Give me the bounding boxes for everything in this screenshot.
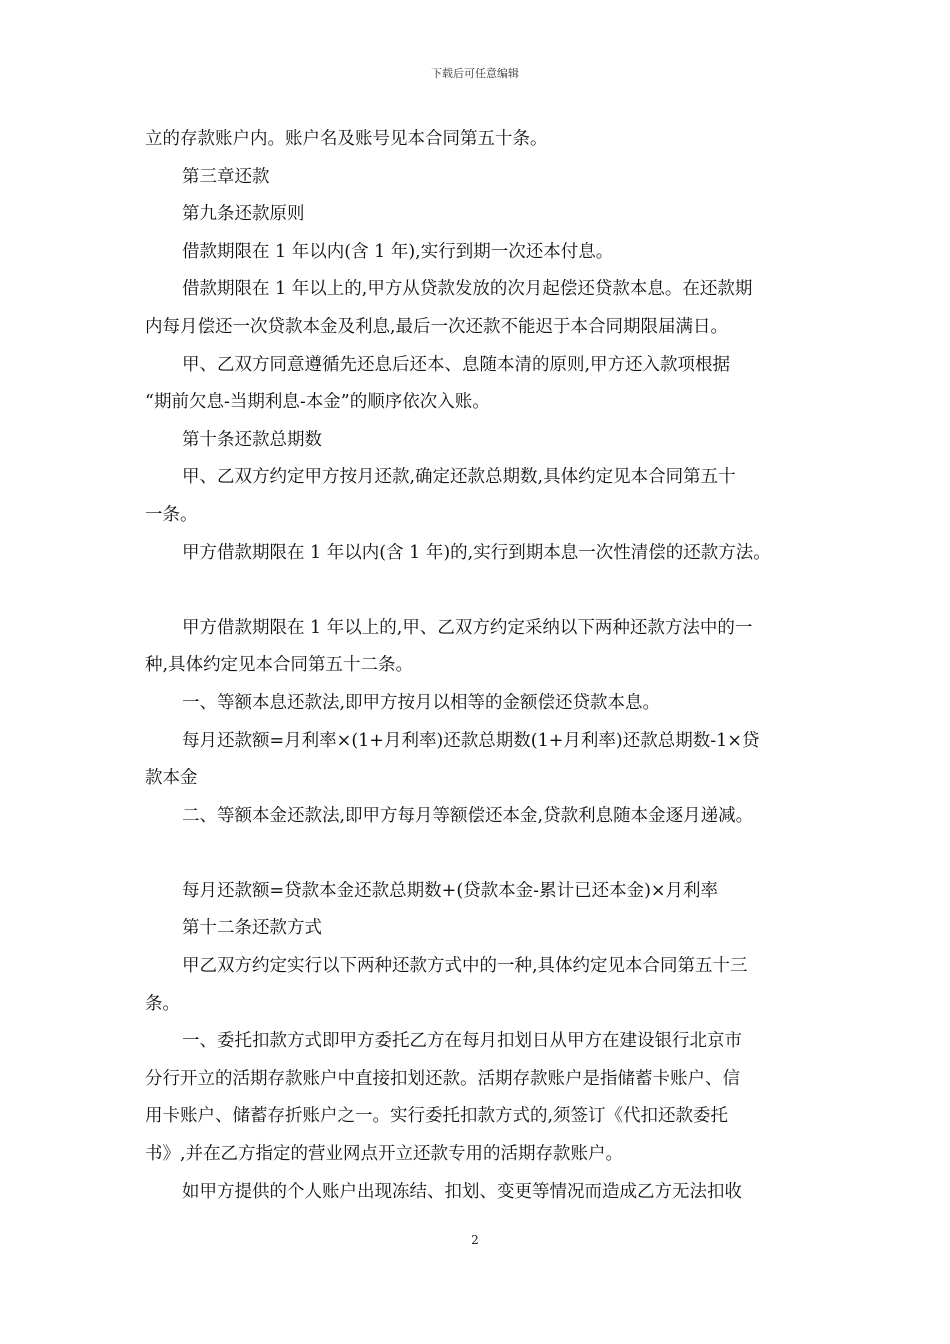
body-line: 一、委托扣款方式即甲方委托乙方在每月扣划日从甲方在建设银行北京市 <box>182 1031 742 1052</box>
chapter-heading: 第三章还款 <box>182 166 270 187</box>
body-line: 条。 <box>145 993 180 1014</box>
formula-line: 每月还款额=贷款本金还款总期数+(贷款本金-累计已还本金)×月利率 <box>182 880 719 901</box>
body-line: 甲方借款期限在 1 年以上的,甲、乙双方约定采纳以下两种还款方法中的一 <box>182 617 753 638</box>
document-body <box>145 121 825 1211</box>
body-line: 借款期限在 1 年以内(含 1 年),实行到期一次还本付息。 <box>182 241 614 262</box>
formula-line: 款本金 <box>145 768 198 789</box>
body-line: 甲、乙双方同意遵循先还息后还本、息随本清的原则,甲方还入款项根据 <box>182 354 731 375</box>
article-heading: 第九条还款原则 <box>182 204 305 225</box>
body-line: 甲方借款期限在 1 年以内(含 1 年)的,实行到期本息一次性清偿的还款方法。 <box>182 542 771 563</box>
body-line: 甲乙双方约定实行以下两种还款方式中的一种,具体约定见本合同第五十三 <box>182 956 748 977</box>
body-line: 立的存款账户内。账户名及账号见本合同第五十条。 <box>145 129 548 149</box>
article-heading: 第十二条还款方式 <box>182 918 322 939</box>
article-heading: 第十条还款总期数 <box>182 429 322 450</box>
body-line: 分行开立的活期存款账户中直接扣划还款。活期存款账户是指储蓄卡账户、信 <box>145 1068 740 1089</box>
body-line: 一、等额本息还款法,即甲方按月以相等的金额偿还贷款本息。 <box>182 692 661 713</box>
page-number: 2 <box>471 1233 479 1247</box>
body-line: 二、等额本金还款法,即甲方每月等额偿还本金,贷款利息随本金逐月递减。 <box>182 805 754 826</box>
body-line: “期前欠息-当期利息-本金”的顺序依次入账。 <box>145 392 490 413</box>
blank-line <box>145 572 825 610</box>
body-line: 借款期限在 1 年以上的,甲方从贷款发放的次月起偿还贷款本息。在还款期 <box>182 279 753 300</box>
body-line: 用卡账户、储蓄存折账户之一。实行委托扣款方式的,须签订《代扣还款委托 <box>145 1106 729 1127</box>
body-line: 种,具体约定见本合同第五十二条。 <box>145 655 414 676</box>
body-line: 甲、乙双方约定甲方按月还款,确定还款总期数,具体约定见本合同第五十 <box>182 467 736 488</box>
blank-line <box>145 835 825 873</box>
body-line: 一条。 <box>145 504 198 525</box>
body-line: 内每月偿还一次贷款本金及利息,最后一次还款不能迟于本合同期限届满日。 <box>145 316 729 337</box>
body-line: 书》,并在乙方指定的营业网点开立还款专用的活期存款账户。 <box>145 1144 624 1165</box>
body-line: 如甲方提供的个人账户出现冻结、扣划、变更等情况而造成乙方无法扣收 <box>182 1181 742 1202</box>
page-header: 下载后可任意编辑 <box>431 67 519 80</box>
formula-line: 每月还款额=月利率×(1+月利率)还款总期数(1+月利率)还款总期数-1×贷 <box>182 730 760 751</box>
